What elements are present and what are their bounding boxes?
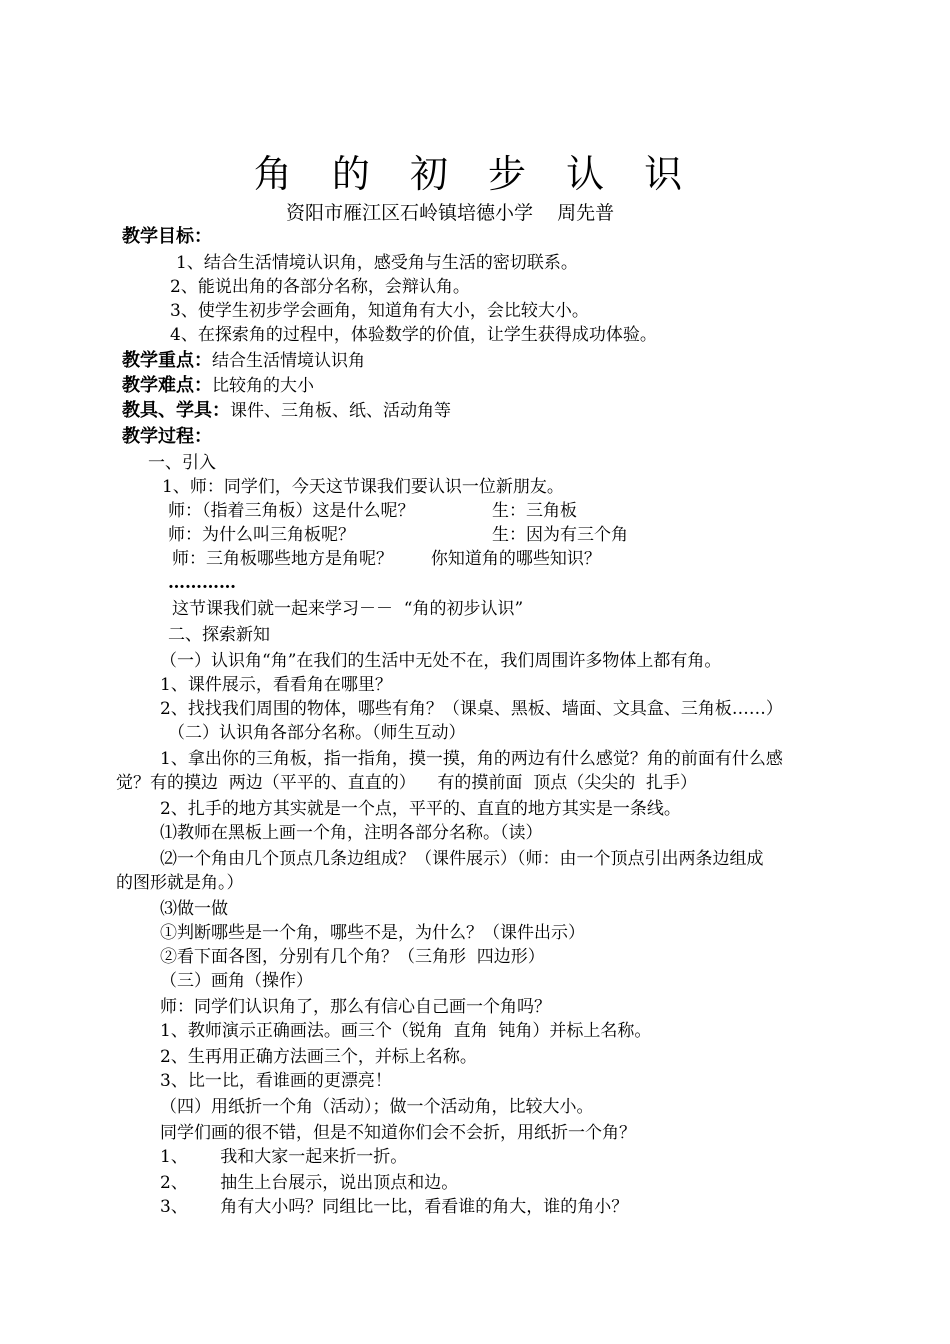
text-line: ⑴教师在黑板上画一个角，注明各部分名称。（读）: [160, 823, 543, 843]
text-line: 的图形就是角。）: [116, 873, 244, 893]
key-point-label: 教学重点：: [122, 350, 212, 371]
tools-text: 课件、三角板、纸、活动角等: [230, 401, 451, 421]
text-line: 师：（指着三角板）这是什么呢？: [168, 501, 415, 521]
tools-label: 教具、学具：: [122, 400, 230, 421]
text-line: 1、 我和大家一起来折一折。: [160, 1147, 408, 1167]
text-line: 3、比一比，看谁画的更漂亮！: [160, 1071, 392, 1091]
tools: [122, 400, 451, 422]
goals-heading: 教学目标：: [122, 226, 212, 247]
goal-item: 1、结合生活情境认识角，感受角与生活的密切联系。: [176, 253, 578, 273]
text-line: ②看下面各图，分别有几个角？（三角形 四边形）: [160, 947, 545, 967]
document-subtitle: 资阳市雁江区石岭镇培德小学 周先普: [286, 202, 615, 224]
text-line: 1、拿出你的三角板，指一指角，摸一摸，角的两边有什么感觉？角的前面有什么感: [160, 749, 783, 769]
text-line: 1、教师演示正确画法。画三个（锐角 直角 钝角）并标上名称。: [160, 1021, 652, 1041]
goal-item: 4、在探索角的过程中，体验数学的价值，让学生获得成功体验。: [170, 325, 657, 345]
document-title: 角 的 初 步 认 识: [253, 152, 697, 196]
text-line: （三）画角（操作）: [160, 971, 313, 991]
difficulty-text: 比较角的大小: [212, 376, 314, 396]
difficulty-label: 教学难点：: [122, 375, 212, 396]
text-line: 觉？有的摸边 两边（平平的、直直的） 有的摸前面 顶点（尖尖的 扎手）: [116, 773, 698, 793]
text-line: 2、扎手的地方其实就是一个点，平平的、直直的地方其实是一条线。: [160, 799, 681, 819]
text-line: 1、课件展示，看看角在哪里？: [160, 675, 392, 695]
text-line: 师：为什么叫三角板呢？: [168, 525, 355, 545]
difficulty: [122, 375, 314, 397]
text-line: 2、 抽生上台展示，说出顶点和边。: [160, 1173, 459, 1193]
text-line: 2、找找我们周围的物体，哪些有角？（课桌、黑板、墙面、文具盒、三角板……）: [160, 699, 783, 719]
text-line: ①判断哪些是一个角，哪些不是，为什么？（课件出示）: [160, 923, 585, 943]
text-line: 师：三角板哪些地方是角呢？ 你知道角的哪些知识？: [172, 549, 601, 569]
key-point-text: 结合生活情境认识角: [212, 351, 365, 371]
text-line: 3、 角有大小吗？同组比一比，看看谁的角大，谁的角小？: [160, 1197, 629, 1217]
process-heading: 教学过程：: [122, 426, 212, 447]
text-line: ⑵一个角由几个顶点几条边组成？（课件展示）（师：由一个顶点引出两条边组成: [160, 849, 764, 869]
text-line: 生：三角板: [492, 501, 577, 521]
ellipsis-line: …………: [168, 573, 236, 593]
text-line: （四）用纸折一个角（活动）；做一个活动角，比较大小。: [160, 1097, 594, 1117]
text-line: ⑶做一做: [160, 899, 228, 919]
text-line: 2、生再用正确方法画三个，并标上名称。: [160, 1047, 477, 1067]
text-line: 同学们画的很不错，但是不知道你们会不会折，用纸折一个角？: [160, 1123, 636, 1143]
goal-item: 2、能说出角的各部分名称，会辩认角。: [170, 277, 470, 297]
text-line: 生：因为有三个角: [492, 525, 628, 545]
section-heading: 一、引入: [148, 453, 216, 473]
text-line: （二）认识角各部分名称。（师生互动）: [168, 723, 466, 743]
text-line: 这节课我们就一起来学习－－ “角的初步认识”: [172, 599, 524, 619]
goal-item: 3、使学生初步学会画角，知道角有大小，会比较大小。: [170, 301, 589, 321]
section-heading: 二、探索新知: [168, 625, 270, 645]
text-line: （一）认识角“角”在我们的生活中无处不在，我们周围许多物体上都有角。: [160, 651, 722, 671]
key-point: [122, 350, 365, 372]
text-line: 1、师：同学们，今天这节课我们要认识一位新朋友。: [162, 477, 564, 497]
text-line: 师：同学们认识角了，那么有信心自己画一个角吗？: [160, 997, 551, 1017]
